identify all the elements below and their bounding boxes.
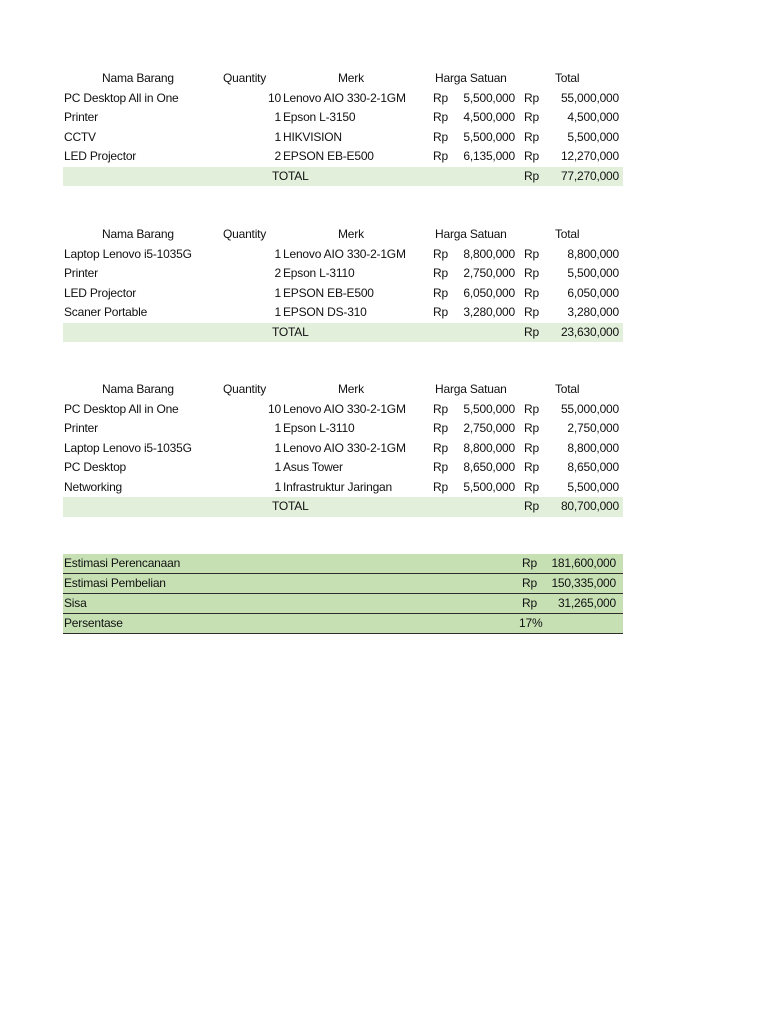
cell-currency: Rp <box>524 440 539 455</box>
table-row <box>63 128 623 148</box>
summary-row-estimasi-pembelian <box>63 574 623 594</box>
cell-qty: 1 <box>274 305 281 319</box>
table-row <box>63 400 623 420</box>
header-nama-barang: Nama Barang <box>102 227 174 241</box>
summary-row-estimasi-perencanaan <box>63 554 623 574</box>
cell-qty: 10 <box>268 401 281 416</box>
summary-percentage: 17% <box>519 616 543 630</box>
table-2 <box>63 225 623 342</box>
cell-harga: 6,050,000 <box>463 285 515 300</box>
cell-currency: Rp <box>433 129 448 144</box>
cell-merk: Epson L-3150 <box>283 110 356 124</box>
grand-total: 23,630,000 <box>560 324 619 339</box>
summary-currency: Rp <box>522 576 537 590</box>
header-harga-satuan: Harga Satuan <box>435 227 507 241</box>
cell-total: 4,500,000 <box>567 110 619 124</box>
total-row <box>63 323 623 343</box>
cell-currency: Rp <box>433 401 448 416</box>
cell-name: Printer <box>64 421 98 435</box>
summary-value: 181,600,000 <box>551 556 616 570</box>
cell-harga: 8,800,000 <box>463 440 515 455</box>
cell-total: 5,500,000 <box>567 266 619 280</box>
total-row <box>63 497 623 517</box>
total-label: TOTAL <box>272 499 309 513</box>
summary-value: 150,335,000 <box>551 576 616 590</box>
header-nama-barang: Nama Barang <box>102 71 174 85</box>
cell-total: 2,750,000 <box>567 421 619 435</box>
cell-currency: Rp <box>433 266 448 280</box>
cell-total: 8,650,000 <box>567 460 619 474</box>
table-row <box>63 284 623 304</box>
cell-currency: Rp <box>524 460 539 474</box>
cell-currency: Rp <box>433 149 448 163</box>
cell-currency: Rp <box>524 266 539 280</box>
grand-total: 80,700,000 <box>560 499 619 513</box>
cell-qty: 10 <box>268 90 281 105</box>
cell-currency: Rp <box>433 246 448 261</box>
cell-harga: 5,500,000 <box>463 90 515 105</box>
header-row <box>63 380 623 400</box>
header-merk: Merk <box>338 382 364 396</box>
cell-merk: HIKVISION <box>283 129 342 144</box>
cell-qty: 1 <box>274 110 281 124</box>
grand-total: 77,270,000 <box>560 168 619 183</box>
cell-merk: Lenovo AIO 330-2-1GM <box>283 440 406 455</box>
header-merk: Merk <box>338 227 364 241</box>
total-label: TOTAL <box>272 324 309 339</box>
cell-qty: 1 <box>274 246 281 261</box>
cell-total: 6,050,000 <box>567 285 619 300</box>
header-total: Total <box>555 71 580 85</box>
cell-harga: 2,750,000 <box>463 266 515 280</box>
cell-currency: Rp <box>524 401 539 416</box>
cell-merk: Lenovo AIO 330-2-1GM <box>283 90 406 105</box>
cell-merk: Lenovo AIO 330-2-1GM <box>283 401 406 416</box>
header-quantity: Quantity <box>223 382 267 396</box>
header-quantity: Quantity <box>223 227 267 241</box>
cell-currency: Rp <box>524 285 539 300</box>
cell-merk: EPSON EB-E500 <box>283 149 374 163</box>
table-row <box>63 303 623 323</box>
cell-merk: Lenovo AIO 330-2-1GM <box>283 246 406 261</box>
cell-total: 55,000,000 <box>560 90 619 105</box>
summary-table <box>63 554 623 634</box>
table-row <box>63 439 623 459</box>
cell-total: 8,800,000 <box>567 440 619 455</box>
cell-qty: 1 <box>274 479 281 494</box>
summary-row-persentase <box>63 614 623 634</box>
cell-merk: EPSON DS-310 <box>283 305 367 319</box>
cell-currency: Rp <box>524 168 539 183</box>
cell-qty: 1 <box>274 129 281 144</box>
summary-currency: Rp <box>522 596 537 610</box>
table-row <box>63 458 623 478</box>
cell-name: Laptop Lenovo i5-1035G <box>64 246 192 261</box>
cell-qty: 1 <box>274 421 281 435</box>
cell-qty: 1 <box>274 460 281 474</box>
summary-row-sisa <box>63 594 623 614</box>
cell-currency: Rp <box>524 499 539 513</box>
cell-name: LED Projector <box>64 285 137 300</box>
cell-harga: 5,500,000 <box>463 479 515 494</box>
header-nama-barang: Nama Barang <box>102 382 174 396</box>
table-row <box>63 245 623 265</box>
cell-currency: Rp <box>433 110 448 124</box>
cell-currency: Rp <box>433 305 448 319</box>
cell-name: Printer <box>64 110 98 124</box>
cell-harga: 4,500,000 <box>463 110 515 124</box>
cell-total: 55,000,000 <box>560 401 619 416</box>
cell-qty: 2 <box>274 266 281 280</box>
cell-total: 8,800,000 <box>567 246 619 261</box>
cell-name: LED Projector <box>64 149 137 163</box>
cell-name: CCTV <box>64 129 96 144</box>
cell-name: Scaner Portable <box>64 305 148 319</box>
cell-name: Laptop Lenovo i5-1035G <box>64 440 192 455</box>
cell-name: PC Desktop All in One <box>64 90 179 105</box>
cell-name: PC Desktop <box>64 460 127 474</box>
cell-total: 5,500,000 <box>567 479 619 494</box>
header-total: Total <box>555 227 580 241</box>
cell-currency: Rp <box>524 324 539 339</box>
table-row <box>63 108 623 128</box>
cell-currency: Rp <box>524 90 539 105</box>
cell-merk: Infrastruktur Jaringan <box>283 479 392 494</box>
cell-currency: Rp <box>433 421 448 435</box>
summary-value: 31,265,000 <box>557 596 616 610</box>
summary-currency: Rp <box>522 556 537 570</box>
cell-harga: 6,135,000 <box>463 149 515 163</box>
cell-merk: Epson L-3110 <box>283 421 355 435</box>
table-row <box>63 264 623 284</box>
cell-qty: 1 <box>274 440 281 455</box>
table-row <box>63 419 623 439</box>
cell-currency: Rp <box>524 421 539 435</box>
table-row <box>63 147 623 167</box>
header-row <box>63 225 623 245</box>
cell-name: Printer <box>64 266 98 280</box>
cell-currency: Rp <box>524 479 539 494</box>
cell-total: 3,280,000 <box>567 305 619 319</box>
total-label: TOTAL <box>272 168 309 183</box>
cell-harga: 8,800,000 <box>463 246 515 261</box>
cell-total: 12,270,000 <box>560 149 619 163</box>
cell-currency: Rp <box>524 129 539 144</box>
cell-currency: Rp <box>524 246 539 261</box>
header-total: Total <box>555 382 580 396</box>
cell-merk: EPSON EB-E500 <box>283 285 374 300</box>
header-harga-satuan: Harga Satuan <box>435 382 507 396</box>
cell-name: Networking <box>64 479 123 494</box>
cell-currency: Rp <box>433 440 448 455</box>
summary-label: Estimasi Pembelian <box>64 576 166 590</box>
cell-merk: Asus Tower <box>283 460 343 474</box>
total-row <box>63 167 623 187</box>
header-row <box>63 69 623 89</box>
summary-label: Persentase <box>64 616 123 630</box>
cell-currency: Rp <box>433 90 448 105</box>
cell-currency: Rp <box>433 479 448 494</box>
cell-harga: 2,750,000 <box>463 421 515 435</box>
summary-label: Sisa <box>64 596 87 610</box>
table-row <box>63 89 623 109</box>
cell-harga: 5,500,000 <box>463 129 515 144</box>
cell-harga: 5,500,000 <box>463 401 515 416</box>
header-merk: Merk <box>338 71 364 85</box>
cell-currency: Rp <box>433 285 448 300</box>
cell-qty: 2 <box>274 149 281 163</box>
header-harga-satuan: Harga Satuan <box>435 71 507 85</box>
table-row <box>63 478 623 498</box>
header-quantity: Quantity <box>223 71 267 85</box>
cell-harga: 8,650,000 <box>463 460 515 474</box>
cell-currency: Rp <box>433 460 448 474</box>
cell-qty: 1 <box>274 285 281 300</box>
cell-currency: Rp <box>524 110 539 124</box>
summary-label: Estimasi Perencanaan <box>64 556 181 570</box>
cell-merk: Epson L-3110 <box>283 266 355 280</box>
cell-currency: Rp <box>524 149 539 163</box>
cell-total: 5,500,000 <box>567 129 619 144</box>
cell-currency: Rp <box>524 305 539 319</box>
cell-name: PC Desktop All in One <box>64 401 179 416</box>
table-1 <box>63 69 623 186</box>
cell-harga: 3,280,000 <box>463 305 515 319</box>
table-3 <box>63 380 623 517</box>
